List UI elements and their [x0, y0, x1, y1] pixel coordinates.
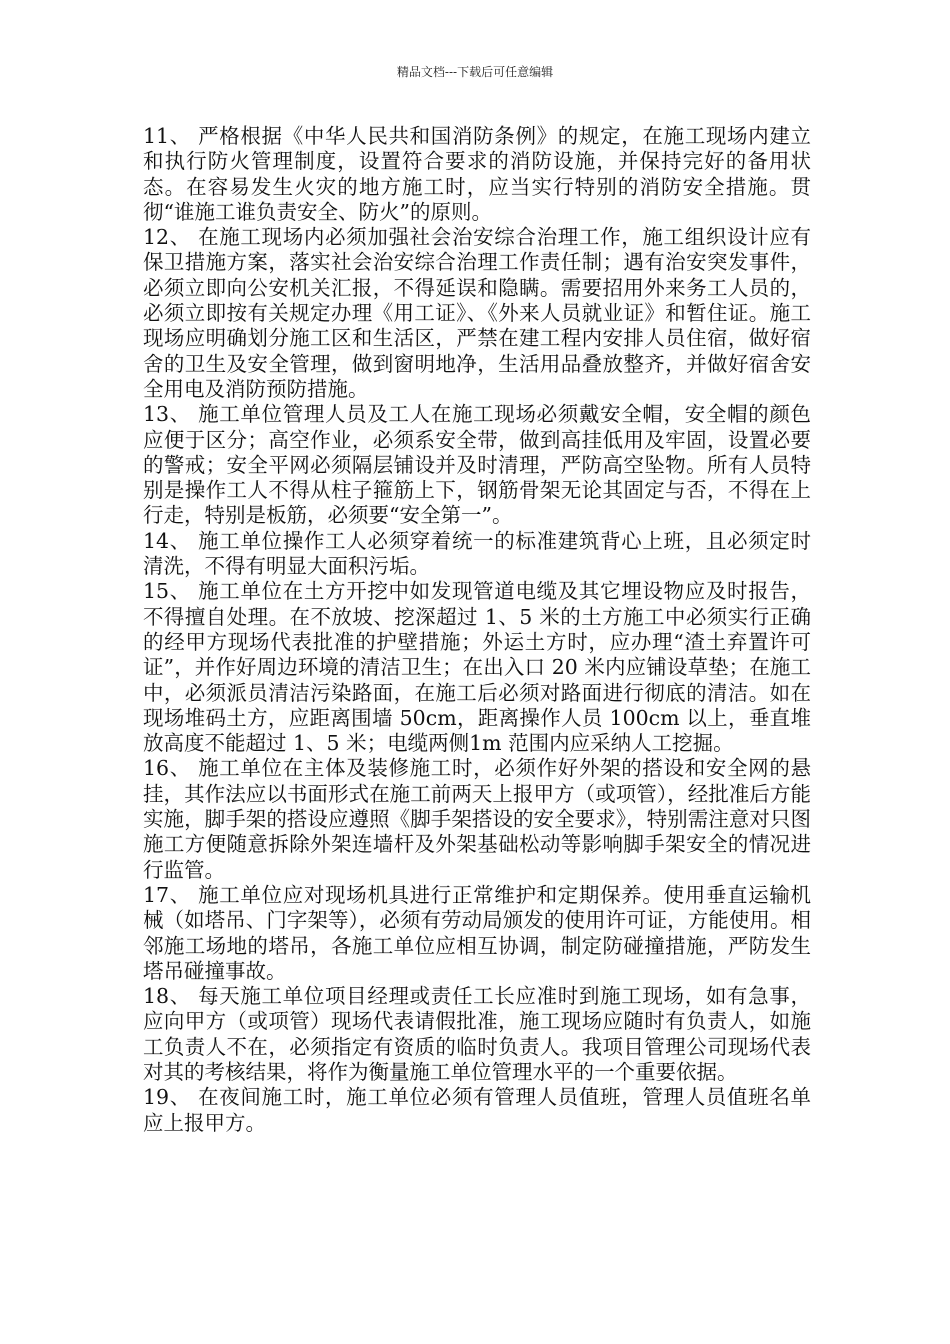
- document-body: [143, 124, 811, 1136]
- clause-13: 13、 施工单位管理人员及工人在施工现场必须戴安全帽，安全帽的颜色应便于区分；高空作业，必须系安全带，做到高挂低用及牢固，设置必要的警戒；安全平网必须隔层铺设并及时清理，严防高空坠物。所有人员特别是操作工人不得从柱子箍筋上下，钢筋骨架无论其固定与否，不得在上行走，特别是板筋，必须要“安全第一”。: [143, 402, 811, 528]
- page-header: 精品文档---下载后可任意编辑: [396, 65, 554, 79]
- clause-12: 12、 在施工现场内必须加强社会治安综合治理工作，施工组织设计应有保卫措施方案，落实社会治安综合治理工作责任制；遇有治安突发事件，必须立即向公安机关汇报，不得延误和隐瞒。需要招用外来务工人员的，必须立即按有关规定办理《用工证》、《外来人员就业证》和暂住证。施工现场应明确划分施工区和生活区，严禁在建工程内安排人员住宿，做好宿舍的卫生及安全管理，做到窗明地净，生活用品叠放整齐，并做好宿舍安全用电及消防预防措施。: [143, 225, 811, 401]
- clause-14: 14、 施工单位操作工人必须穿着统一的标准建筑背心上班，且必须定时清洗，不得有明显大面积污垢。: [143, 528, 811, 579]
- clause-18: 18、 每天施工单位项目经理或责任工长应准时到施工现场，如有急事，应向甲方（或项管）现场代表请假批准，施工现场应随时有负责人，如施工负责人不在，必须指定有资质的临时负责人。我项目管理公司现场代表对其的考核结果，将作为衡量施工单位管理水平的一个重要依据。: [143, 984, 811, 1084]
- clause-16: 16、 施工单位在主体及装修施工时，必须作好外架的搭设和安全网的悬挂，其作法应以书面形式在施工前两天上报甲方（或项管），经批准后方能实施，脚手架的搭设应遵照《脚手架搭设的安全要求》，特别需注意对只图施工方便随意拆除外架连墙杆及外架基础松动等影响脚手架安全的情况进行监管。: [143, 756, 811, 882]
- clause-17: 17、 施工单位应对现场机具进行正常维护和定期保养。使用垂直运输机械（如塔吊、门字架等），必须有劳动局颁发的使用许可证，方能使用。相邻施工场地的塔吊，各施工单位应相互协调，制定防碰撞措施，严防发生塔吊碰撞事故。: [143, 882, 811, 983]
- clause-19: 19、 在夜间施工时，施工单位必须有管理人员值班，管理人员值班名单应上报甲方。: [143, 1085, 811, 1135]
- clause-15: 15、 施工单位在土方开挖中如发现管道电缆及其它埋设物应及时报告，不得擅自处理。在不放坡、挖深超过 1、5 米的土方施工中必须实行正确的经甲方现场代表批准的护壁措施；外运土方时，应办理“渣土弃置许可证”，并作好周边环境的清洁卫生；在出入口 20 米内应铺设草垫；在施工中，必须派员清洁污染路面，在施工后必须对路面进行彻底的清洁。如在现场堆码土方，应距离围墙 50cm，距离操作人员 100cm 以上，垂直堆放高度不能超过 1、5 米；电缆两侧1m 范围内应采纳人工挖掘。: [143, 579, 811, 756]
- clause-11: 11、 严格根据《中华人民共和国消防条例》的规定，在施工现场内建立和执行防火管理制度，设置符合要求的消防设施，并保持完好的备用状态。在容易发生火灾的地方施工时，应当实行特别的消防安全措施。贯彻“谁施工谁负责安全、防火”的原则。: [143, 124, 811, 224]
